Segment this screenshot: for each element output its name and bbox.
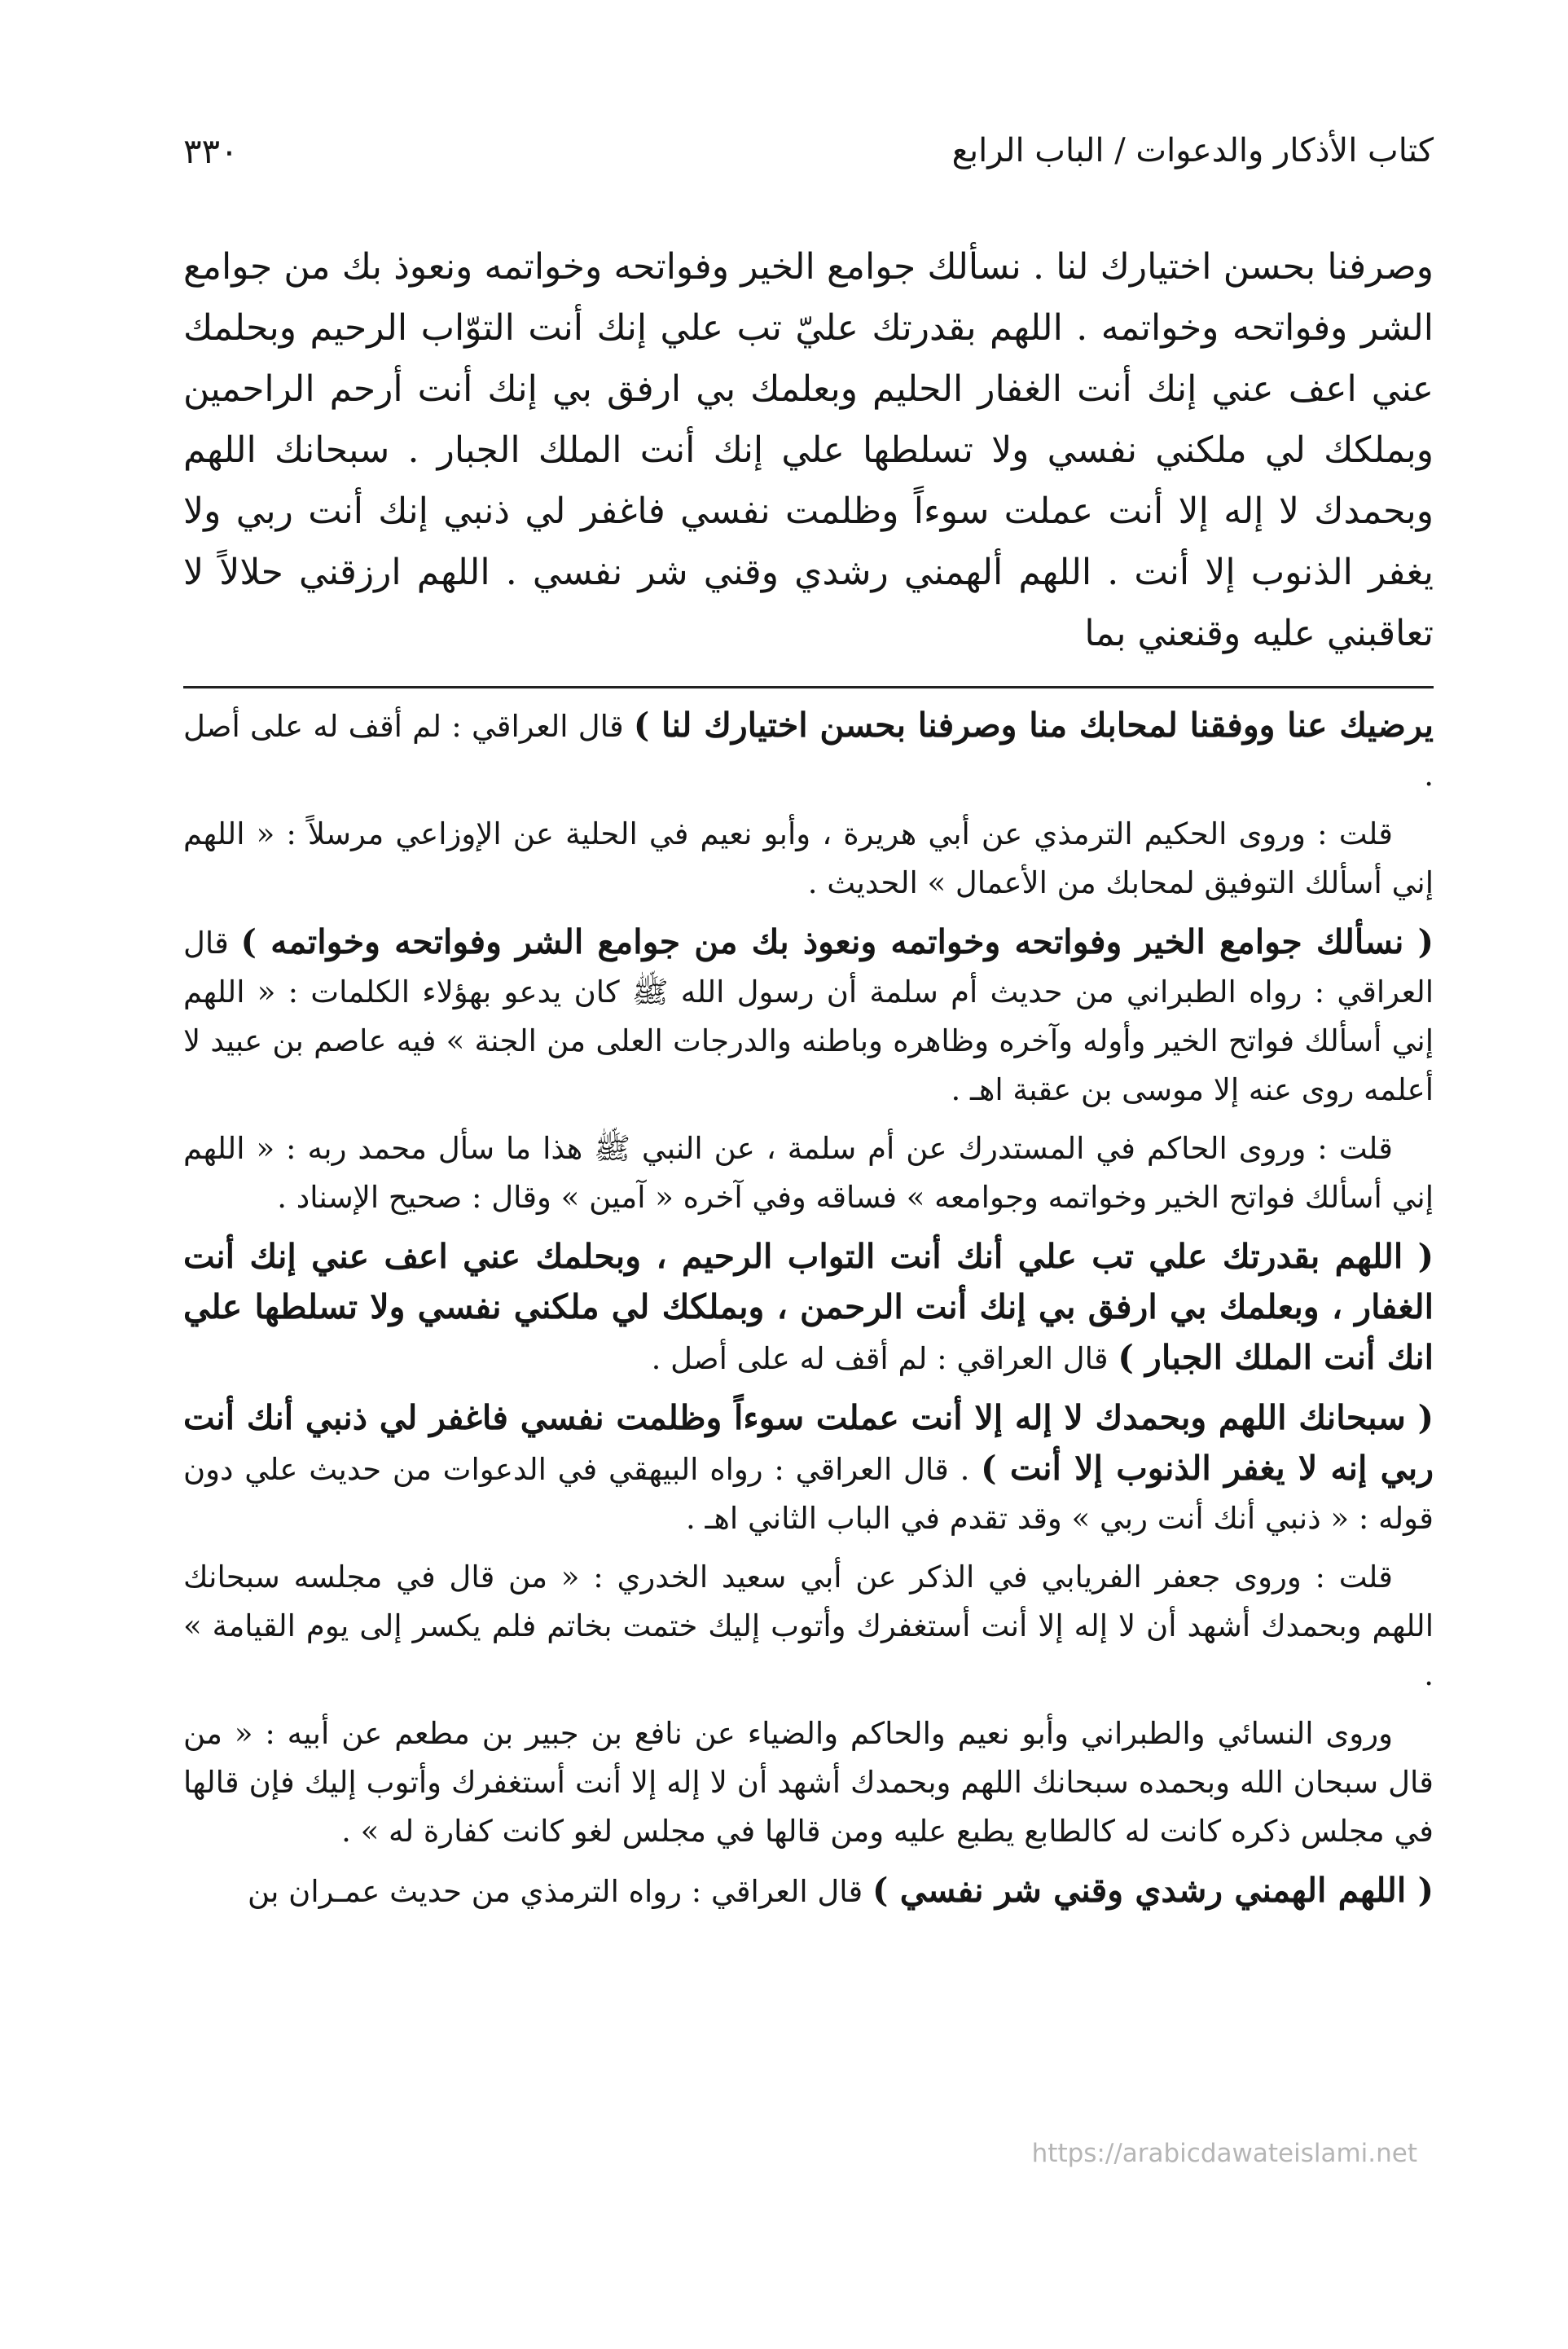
note-6 bbox=[183, 1393, 1434, 1543]
note-1 bbox=[183, 701, 1434, 800]
note-text: قال العراقي : لم أقف له على أصل . bbox=[651, 1341, 1118, 1376]
note-quote: ( اللهم الهمني رشدي وقني شر نفسي ) bbox=[872, 1871, 1434, 1910]
running-title: كتاب الأذكار والدعوات / الباب الرابع bbox=[951, 132, 1434, 169]
note-2 bbox=[183, 808, 1434, 908]
footnote-divider bbox=[183, 686, 1434, 688]
note-quote: ( نسألك جوامع الخير وفواتحه وخواتمه ونعوذ بك من جوامع الشر وفواتحه وخواتمه ) bbox=[240, 922, 1434, 961]
note-9 bbox=[183, 1866, 1434, 1916]
note-quote: ( اللهم بقدرتك علي تب علي أنك أنت التواب الرحيم ، وبحلمك عني اعف عني إنك أنت الغفار ، وبعلمك بي ارفق بي إنك أنت الرحمن ، وبملكك لي ملكني نفسي ولا تسلطها علي انك أنت الملك الجبار ) bbox=[183, 1237, 1434, 1377]
note-quote: يرضيك عنا ووفقنا لمحابك منا وصرفنا بحسن اختيارك لنا ) bbox=[633, 706, 1434, 745]
watermark-url: https://arabicdawateislami.net bbox=[1031, 2139, 1417, 2168]
note-7 bbox=[183, 1551, 1434, 1700]
page-number: ٣٣٠ bbox=[183, 130, 239, 171]
note-text: قلت : وروى الحاكم في المستدرك عن أم سلمة ، عن النبي ﷺ هذا ما سأل محمد ربه : « اللهم إني أسألك فواتح الخير وخواتمه وجوامعه » فساقه وفي آخره « آمين » وقال : صحيح الإسناد . bbox=[183, 1131, 1434, 1215]
note-8 bbox=[183, 1708, 1434, 1856]
note-quote: ( سبحانك اللهم وبحمدك لا إله إلا أنت عملت سوءاً وظلمت نفسي فاغفر لي ذنبي أنك أنت ربي إنه لا يغفر الذنوب إلا أنت ) bbox=[183, 1398, 1434, 1488]
note-text: وروى النسائي والطبراني وأبو نعيم والحاكم والضياء عن نافع بن جبير بن مطعم عن أبيه : « من قال سبحان الله وبحمده سبحانك اللهم وبحمدك أشهد أن لا إله إلا أنت أستغفرك وأتوب إليك فإن قالها في مجلس ذكره كانت له كالطابع يطبع عليه ومن قالها في مجلس لغو كانت كفارة له » . bbox=[183, 1716, 1434, 1849]
main-text: وصرفنا بحسن اختيارك لنا . نسألك جوامع الخير وفواتحه وخواتمه ونعوذ بك من جوامع الشر وفواتحه وخواتمه . اللهم بقدرتك عليّ تب علي إنك أنت التوّاب الرحيم وبحلمك عني اعف عني إنك أنت الغفار الحليم وبعلمك بي ارفق بي إنك أنت أرحم الراحمين وبملكك لي ملكني نفسي ولا تسلطها علي إنك أنت الملك الجبار . سبحانك اللهم وبحمدك لا إله إلا أنت عملت سوءاً وظلمت نفسي فاغفر لي ذنبي إنك أنت ربي ولا يغفر الذنوب إلا أنت . اللهم ألهمني رشدي وقني شر نفسي . اللهم ارزقني حلالاً لا تعاقبني عليه وقنعني بما bbox=[183, 246, 1434, 654]
note-text: قلت : وروى الحكيم الترمذي عن أبي هريرة ، وأبو نعيم في الحلية عن الإوزاعي مرسلاً : « اللهم إني أسألك التوفيق لمحابك من الأعمال » الحديث . bbox=[183, 816, 1434, 900]
note-text: قلت : وروى جعفر الفريابي في الذكر عن أبي سعيد الخدري : « من قال في مجلسه سبحانك اللهم وبحمدك أشهد أن لا إله إلا أنت أستغفرك وأتوب إليك ختمت بخاتم فلم يكسر إلى يوم القيامة » . bbox=[183, 1559, 1434, 1692]
commentary-notes bbox=[183, 701, 1434, 1925]
note-4 bbox=[183, 1123, 1434, 1222]
note-text: . قال العراقي : رواه البيهقي في الدعوات من حديث علي دون قوله : « ذنبي أنك أنت ربي » وقد تقدم في الباب الثاني اهـ . bbox=[183, 1452, 1434, 1536]
note-5 bbox=[183, 1232, 1434, 1383]
note-text: قال العراقي : لم أقف له على أصل . bbox=[183, 709, 1434, 793]
page-header bbox=[183, 122, 1434, 179]
note-text: قال العراقي : رواه الطبراني من حديث أم سلمة أن رسول الله ﷺ كان يدعو بهؤلاء الكلمات : « اللهم إني أسألك فواتح الخير وأوله وآخره وظاهره وباطنه والدرجات العلى من الجنة » فيه عاصم بن عبيد لا أعلمه روى عنه إلا موسى بن عقبة اهـ . bbox=[183, 926, 1434, 1107]
note-3 bbox=[183, 917, 1434, 1115]
note-text: قال العراقي : رواه الترمذي من حديث عمـران بن bbox=[247, 1874, 873, 1909]
